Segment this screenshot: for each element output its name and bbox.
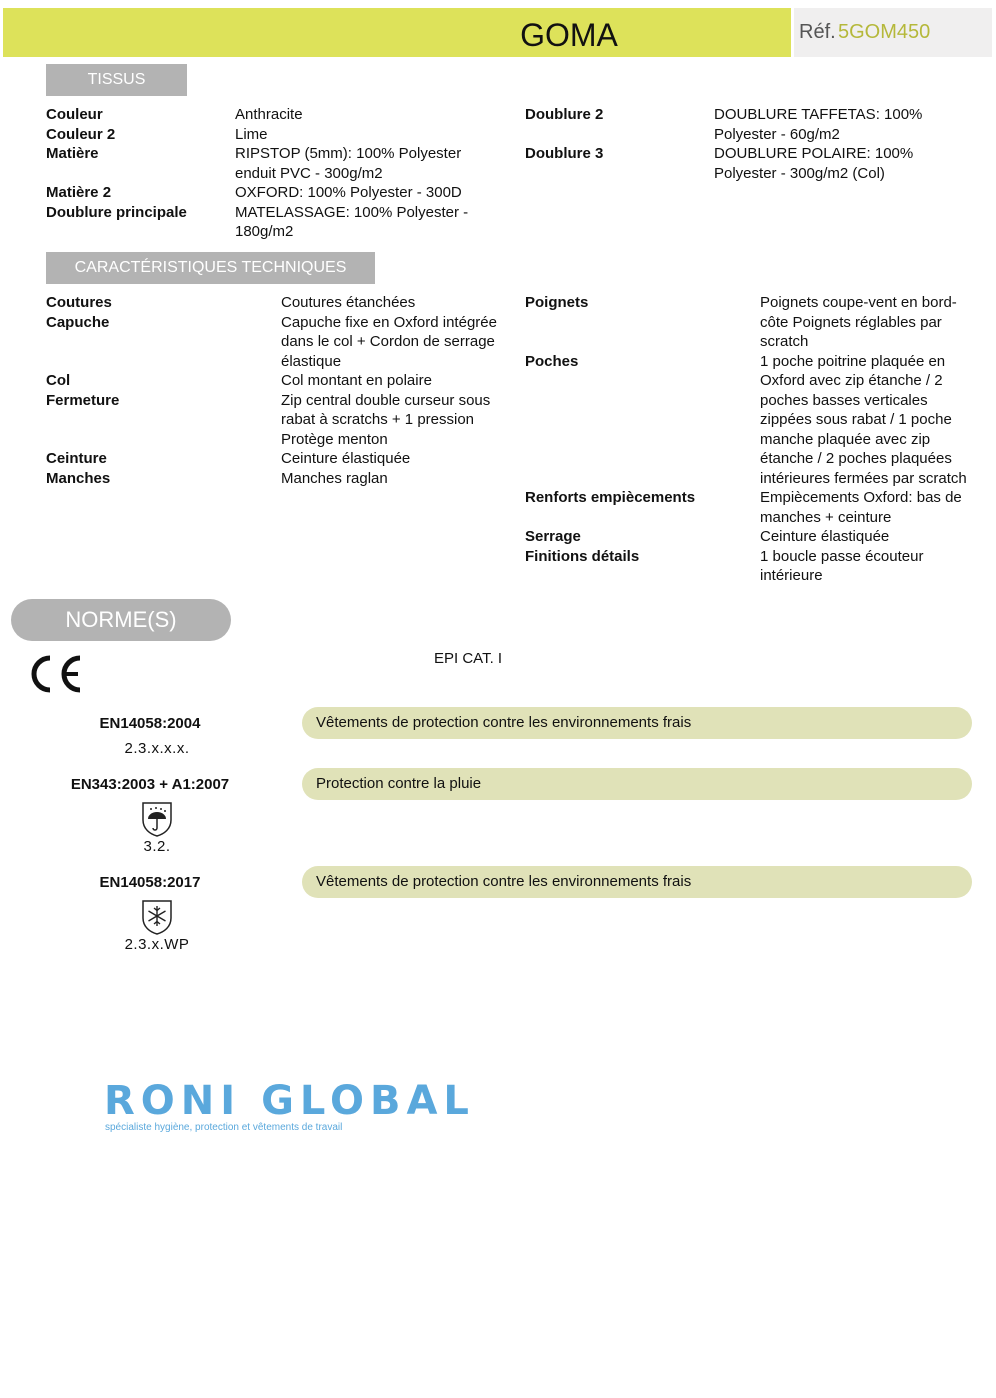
carac-row [525,293,975,352]
tab-caracteristiques: CARACTÉRISTIQUES TECHNIQUES [46,252,375,284]
property-value: MATELASSAGE: 100% Polyester - 180g/m2 [235,203,469,240]
standard-rating: 2.3.x.x.x. [124,740,190,757]
property-label: Poches [525,352,579,370]
rain-shield-icon [140,800,174,838]
property-value: OXFORD: 100% Polyester - 300D [235,184,462,201]
normes-section-label: NORME(S) [11,599,231,641]
logo-brand: RONI GLOBAL [104,1078,475,1124]
property-value: Coutures étanchées [281,294,416,311]
ce-mark-text: CE [26,652,28,653]
property-label: Doublure 3 [525,145,604,162]
carac-row [525,527,975,547]
property-value: Poignets coupe-vent en bord-côte Poignets réglables par scratch [760,294,957,350]
tissus-row [46,183,485,203]
carac-row [46,371,509,391]
property-value: 1 boucle passe écouteur intérieure [760,547,924,584]
property-value: Capuche fixe en Oxford intégrée dans le col + Cordon de serrage élastique [281,313,497,370]
header-bar [3,8,791,57]
reference-box [794,8,992,57]
standard-description: Protection contre la pluie [302,768,972,800]
property-label: Renforts empiècements [525,489,696,506]
property-label: Matière [46,145,99,162]
tissus-right-list [525,105,964,183]
property-label: Couleur 2 [46,125,116,143]
property-label: Capuche [46,313,110,331]
property-label: Col [46,372,71,389]
carac-row [46,449,509,469]
property-label: Manches [46,469,111,487]
property-label: Ceinture [46,450,107,467]
carac-left-list [46,293,509,488]
product-title: GOMA [520,17,618,53]
snowflake-shield-icon [140,898,174,936]
tissus-row [525,105,964,144]
standard-code: EN14058:2017 [99,874,201,891]
epi-category: EPI CAT. I [434,650,503,667]
property-label: Matière 2 [46,184,112,201]
property-label: Doublure principale [46,203,187,221]
property-value: Ceinture élastiquée [281,450,411,467]
property-value: DOUBLURE POLAIRE: 100% Polyester - 300g/m2 (Col) [714,145,914,182]
roni-global-logo [104,1078,484,1138]
standard-code: EN343:2003 + A1:2007 [70,776,230,793]
property-label: Poignets [525,294,589,311]
carac-row [46,469,509,489]
tissus-row [46,144,485,183]
property-label: Couleur [46,106,103,123]
tissus-left-list [46,105,485,242]
property-value: Col montant en polaire [281,372,432,389]
property-label: Serrage [525,528,581,545]
tissus-row [525,144,964,183]
carac-row [525,488,975,527]
carac-right-list [525,293,975,584]
property-value: Empiècements Oxford: bas de manches + ceinture [760,489,962,526]
property-value: Manches raglan [281,469,388,487]
carac-row [525,547,975,586]
reference-label: Réf. [799,21,836,43]
property-value: RIPSTOP (5mm): 100% Polyester enduit PVC - 300g/m2 [235,145,462,182]
carac-row [46,391,509,450]
ce-mark-icon [26,652,86,696]
carac-row [46,313,509,372]
standard-code: EN14058:2004 [99,715,201,732]
reference-value: 5GOM450 [838,21,931,43]
standard-description: Vêtements de protection contre les environnements frais [302,866,972,898]
property-value: 1 poche poitrine plaquée en Oxford avec zip étanche / 2 poches basses verticales zippées sous rabat / 1 poche manche plaquée avec zip étanche / 2 poches plaquées intérieures fermées par scratch [760,352,967,487]
property-label: Finitions détails [525,547,640,565]
property-value: DOUBLURE TAFFETAS: 100% Polyester - 60g/m2 [714,106,923,143]
property-value: Anthracite [235,106,303,123]
standard-rating: 3.2. [143,838,171,855]
property-label: Doublure 2 [525,106,604,123]
property-label: Coutures [46,294,112,311]
tissus-row [46,105,485,125]
carac-row [46,293,509,313]
logo-tagline: spécialiste hygiène, protection et vêtements de travail [105,1122,343,1133]
property-label: Fermeture [46,391,120,409]
property-value: Ceinture élastiquée [760,528,890,545]
standard-rating: 2.3.x.WP [124,936,190,953]
property-value: Zip central double curseur sous rabat à scratchs + 1 pression Protège menton [281,391,491,448]
tissus-row [46,203,485,242]
property-value: Lime [235,125,268,143]
carac-row [525,352,975,489]
standard-description: Vêtements de protection contre les environnements frais [302,707,972,739]
tissus-row [46,125,485,145]
tab-tissus: TISSUS [46,64,187,96]
